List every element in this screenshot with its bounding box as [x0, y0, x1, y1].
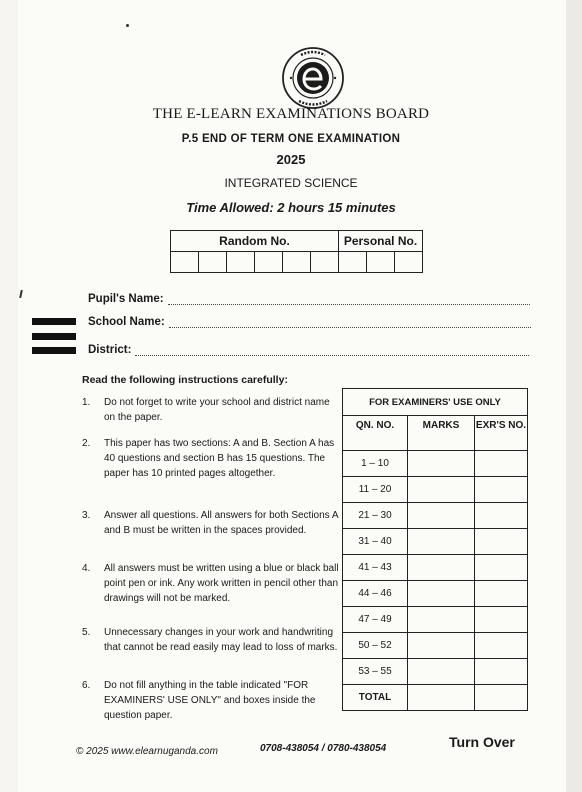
question-range-cell: 31 – 40	[343, 529, 408, 555]
binding-bar	[32, 347, 76, 354]
random-number-box[interactable]	[227, 252, 255, 273]
examiner-cell[interactable]	[475, 581, 528, 607]
examiners-marks-table	[342, 388, 528, 711]
instructions-title: Read the following instructions carefully:	[82, 374, 288, 386]
board-logo-icon	[281, 46, 345, 110]
stray-mark	[126, 24, 129, 27]
personal-number-box[interactable]	[367, 252, 395, 273]
question-range-cell: 11 – 20	[343, 477, 408, 503]
pupil-name-line[interactable]	[168, 294, 530, 305]
school-name-label: School Name:	[88, 316, 165, 328]
random-number-box[interactable]	[255, 252, 283, 273]
examiner-cell[interactable]	[475, 555, 528, 581]
question-range-cell: 44 – 46	[343, 581, 408, 607]
examiner-cell[interactable]	[475, 659, 528, 685]
turn-over-label: Turn Over	[449, 734, 515, 750]
question-range-cell: 41 – 43	[343, 555, 408, 581]
marks-cell[interactable]	[408, 659, 475, 685]
random-number-box[interactable]	[199, 252, 227, 273]
examiner-cell[interactable]	[475, 633, 528, 659]
col-header-marks: MARKS	[408, 416, 475, 451]
exam-year: 2025	[276, 152, 306, 167]
marks-cell[interactable]	[408, 633, 475, 659]
examiner-cell[interactable]	[475, 607, 528, 633]
random-number-header: Random No.	[171, 231, 339, 252]
col-header-exr: EXR'S NO.	[475, 416, 528, 451]
question-range-cell: 50 – 52	[343, 633, 408, 659]
marks-cell[interactable]	[408, 451, 475, 477]
total-examiner-cell[interactable]	[475, 685, 528, 711]
examiner-cell[interactable]	[475, 503, 528, 529]
random-number-box[interactable]	[311, 252, 339, 273]
marks-cell[interactable]	[408, 607, 475, 633]
total-label-cell: TOTAL	[343, 685, 408, 711]
marks-cell[interactable]	[408, 555, 475, 581]
district-line[interactable]	[135, 345, 529, 356]
random-number-box[interactable]	[283, 252, 311, 273]
district-field[interactable]	[88, 344, 529, 356]
school-name-field[interactable]	[88, 316, 531, 328]
marks-cell[interactable]	[408, 503, 475, 529]
pupil-name-field[interactable]	[88, 293, 530, 305]
candidate-number-table	[170, 230, 423, 273]
pupil-name-label: Pupil's Name:	[88, 293, 164, 305]
district-label: District:	[88, 344, 132, 356]
board-name: THE E-LEARN EXAMINATIONS BOARD	[152, 106, 430, 122]
examiner-cell[interactable]	[475, 477, 528, 503]
personal-number-box[interactable]	[395, 252, 423, 273]
question-range-cell: 47 – 49	[343, 607, 408, 633]
col-header-qn: QN. NO.	[343, 416, 408, 451]
personal-number-header: Personal No.	[339, 231, 423, 252]
footer-phones: 0708-438054 / 0780-438054	[260, 743, 387, 754]
exam-title: P.5 END OF TERM ONE EXAMINATION	[181, 133, 401, 145]
binding-bar	[32, 318, 76, 325]
question-range-cell: 21 – 30	[343, 503, 408, 529]
question-range-cell: 1 – 10	[343, 451, 408, 477]
total-marks-cell[interactable]	[408, 685, 475, 711]
examiner-cell[interactable]	[475, 529, 528, 555]
personal-number-box[interactable]	[339, 252, 367, 273]
examiner-cell[interactable]	[475, 451, 528, 477]
school-name-line[interactable]	[169, 317, 531, 328]
marks-cell[interactable]	[408, 581, 475, 607]
examiners-table-title: FOR EXAMINERS' USE ONLY	[343, 389, 528, 416]
question-range-cell: 53 – 55	[343, 659, 408, 685]
time-allowed: Time Allowed: 2 hours 15 minutes	[186, 200, 396, 215]
footer-website: © 2025 www.elearnuganda.com	[76, 746, 218, 757]
binding-bar	[32, 333, 76, 340]
subject-name: INTEGRATED SCIENCE	[224, 176, 358, 190]
random-number-box[interactable]	[171, 252, 199, 273]
marks-cell[interactable]	[408, 529, 475, 555]
marks-cell[interactable]	[408, 477, 475, 503]
